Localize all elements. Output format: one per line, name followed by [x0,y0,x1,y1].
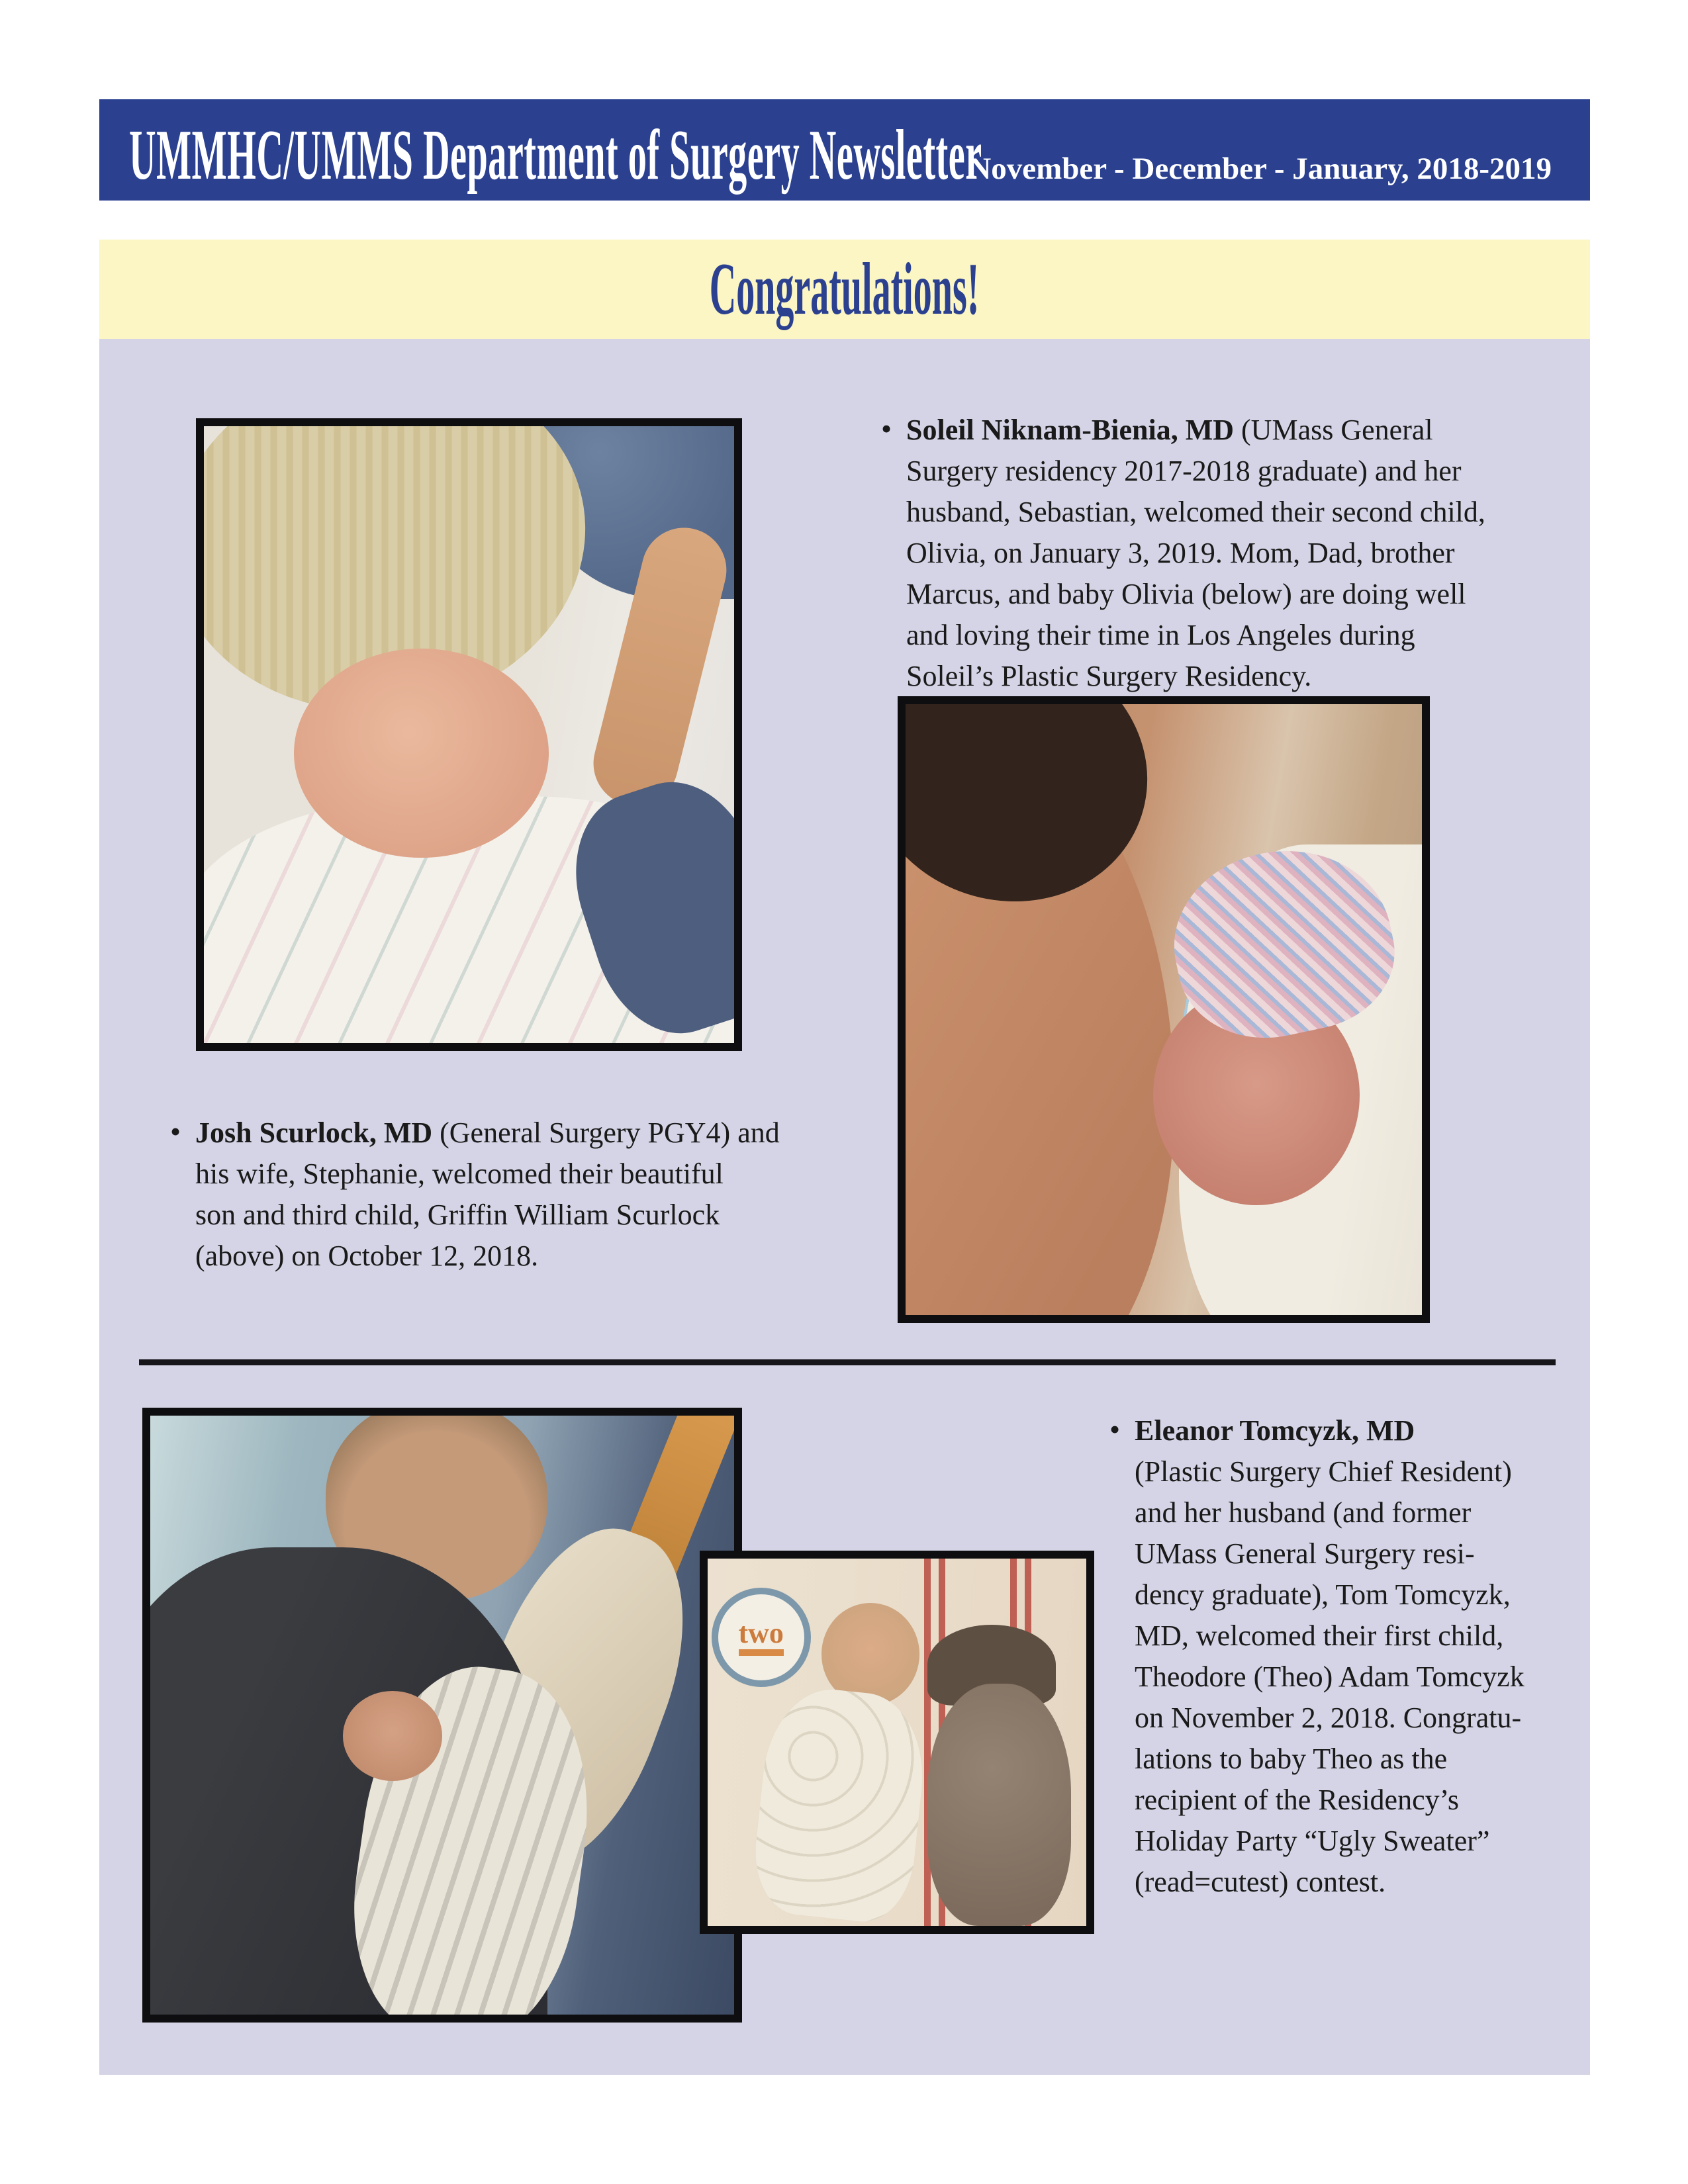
issue-date-range: November - December - January, 2018-2019 [968,152,1552,186]
text-line: recipient of the Residency’s [1135,1784,1459,1816]
announcement-text [906,410,1563,697]
bullet-marker: • [1109,1412,1121,1446]
text-line: Holiday Party “Ugly Sweater” [1135,1825,1490,1857]
text-line: Theodore (Theo) Adam Tomcyzk [1135,1661,1524,1693]
header-bar [99,99,1590,201]
milestone-badge-label: two [739,1619,784,1656]
text-line: UMass General Surgery resi- [1135,1537,1475,1570]
baby-onesie-shape [749,1683,931,1926]
milestone-badge [712,1588,811,1687]
bullet-marker: • [881,412,892,445]
congratulations-heading: Congratulations! [710,248,980,330]
text-line: and loving their time in Los Angeles during [906,619,1415,651]
announcement-text [195,1113,839,1277]
baby-face-shape [294,649,548,858]
bullet-marker: • [170,1115,181,1148]
text-line: dency graduate), Tom Tomcyzk, [1135,1578,1511,1611]
text-line: (read=cutest) contest. [1135,1866,1386,1898]
moose-plush-shape [927,1684,1071,1926]
text-line: (Plastic Surgery Chief Resident) [1135,1455,1512,1488]
photo-theo-with-moose [700,1551,1094,1934]
baby-face-shape [343,1691,442,1781]
person-name-bold: Josh Scurlock, MD [195,1116,433,1149]
section-divider [139,1359,1556,1365]
announcement-eleanor [1109,1410,1573,1903]
announcement-text [1135,1410,1573,1903]
photo-mom-and-olivia [898,696,1430,1323]
announcement-josh [170,1113,839,1277]
text-line: MD, welcomed their first child, [1135,1619,1504,1652]
text-line: Marcus, and baby Olivia (below) are doing well [906,578,1466,610]
content-panel [99,339,1590,2075]
text-line: and her husband (and former [1135,1496,1472,1529]
person-name-bold: Soleil Niknam-Bienia, MD [906,414,1235,446]
text-line: his wife, Stephanie, welcomed their beautiful [195,1158,724,1190]
congratulations-banner [99,240,1590,339]
text-line: on November 2, 2018. Congratu- [1135,1702,1522,1734]
newsletter-title: UMMHC/UMMS Department of Surgery Newsletter [129,116,982,195]
text-line: Surgery residency 2017-2018 graduate) and her [906,455,1462,487]
text-line: Josh Scurlock, MD (General Surgery PGY4) and [195,1116,780,1149]
announcement-soleil [881,410,1563,697]
text-line: Soleil’s Plastic Surgery Residency. [906,660,1312,692]
text-line: (above) on October 12, 2018. [195,1240,539,1272]
photo-dad-holding-theo [142,1408,742,2023]
text-line: husband, Sebastian, welcomed their second child, [906,496,1485,528]
text-line: Soleil Niknam-Bienia, MD (UMass General [906,414,1433,446]
text-line: lations to baby Theo as the [1135,1743,1448,1775]
person-name-bold: Eleanor Tomcyzk, MD [1135,1414,1415,1447]
photo-griffin-baby [196,418,742,1051]
text-line: Olivia, on January 3, 2019. Mom, Dad, brother [906,537,1455,569]
newsletter-title-wrap [129,116,982,195]
text-line [1135,1410,1573,1451]
text-line: son and third child, Griffin William Scurlock [195,1199,720,1231]
